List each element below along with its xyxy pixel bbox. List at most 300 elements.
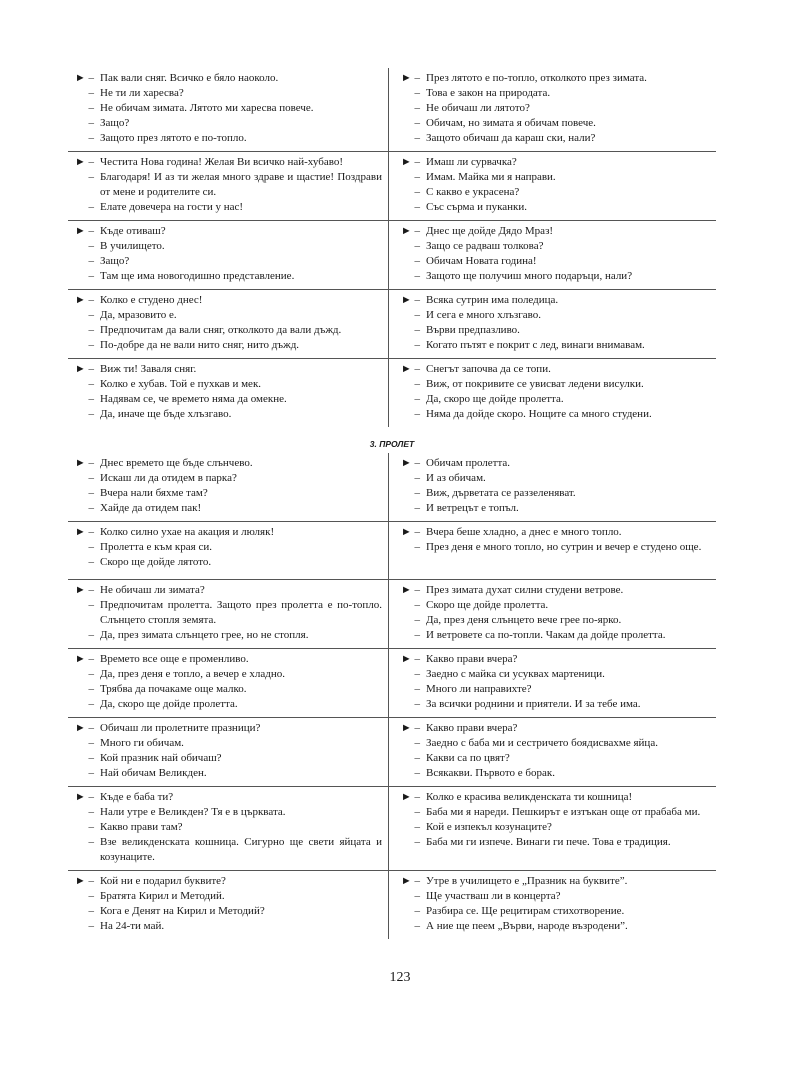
dialogue-start-marker: ► – <box>74 457 94 469</box>
dialogue-line <box>70 293 382 308</box>
dialogue-dash: – <box>414 890 420 902</box>
dialogue-line <box>396 407 712 422</box>
dialogue-start-marker: ► – <box>400 526 420 538</box>
dialogue-text: Вчера нали бяхме там? <box>100 487 208 499</box>
dialogue-line <box>70 835 382 865</box>
dialogue-dash: – <box>88 905 94 917</box>
dialogue-dash: – <box>88 240 94 252</box>
dialogue-cell <box>68 649 389 718</box>
dialogue-dash: – <box>414 668 420 680</box>
dialogue-dash: – <box>88 324 94 336</box>
dialogue-dash: – <box>88 309 94 321</box>
page-number: 123 <box>389 970 411 985</box>
dialogue-text: Имам. Майка ми я направи. <box>426 171 556 183</box>
dialogue-dash: – <box>414 102 420 114</box>
dialogue-text: Скоро ще дойде лятото. <box>100 556 212 568</box>
dialogue-dash: – <box>414 905 420 917</box>
dialogue-text: Обичам пролетта. <box>426 457 511 469</box>
dialogue-text: Обичам Новата година! <box>426 255 537 267</box>
dialogue-start-marker: ► – <box>74 653 94 665</box>
dialogue-dash: – <box>414 821 420 833</box>
dialogue-line <box>70 101 382 116</box>
dialogue-line <box>70 200 382 215</box>
dialogue-line <box>70 583 382 598</box>
dialogue-dash: – <box>88 767 94 779</box>
dialogue-dash: – <box>414 487 420 499</box>
dialogue-text: Виж, от покривите се увисват ледени висулки. <box>426 378 644 390</box>
dialogue-line <box>70 736 382 751</box>
section-title: 3. ПРОЛЕТ <box>369 439 415 449</box>
dialogue-start-marker: ► – <box>74 225 94 237</box>
dialogue-line <box>396 269 712 284</box>
dialogue-cell <box>389 453 716 522</box>
dialogue-start-marker: ► – <box>74 526 94 538</box>
dialogue-text: А ние ще пеем „Върви, народе възродени”. <box>426 920 628 932</box>
dialogue-text: Това е закон на природата. <box>426 87 551 99</box>
dialogue-line <box>70 471 382 486</box>
dialogue-dash: – <box>88 683 94 695</box>
dialogue-line <box>396 889 712 904</box>
dialogue-line <box>70 682 382 697</box>
dialogue-line <box>396 583 712 598</box>
dialogue-start-marker: ► – <box>400 72 420 84</box>
dialogue-dash: – <box>414 683 420 695</box>
dialogue-cell <box>68 871 389 939</box>
dialogue-dash: – <box>88 132 94 144</box>
dialogue-text: Вчера беше хладно, а днес е много топло. <box>426 526 622 538</box>
dialogue-line <box>396 170 712 185</box>
dialogue-dash: – <box>88 472 94 484</box>
dialogue-dash: – <box>88 806 94 818</box>
dialogue-line <box>70 131 382 146</box>
dialogue-line <box>70 540 382 555</box>
dialogue-dash: – <box>88 890 94 902</box>
dialogue-line <box>70 71 382 86</box>
dialogue-dash: – <box>414 541 420 553</box>
dialogue-cell <box>389 221 716 290</box>
dialogue-line <box>396 736 712 751</box>
dialogue-dash: – <box>88 171 94 183</box>
dialogue-text: Да, през деня е топло, а вечер е хладно. <box>100 668 286 680</box>
dialogue-line <box>396 116 712 131</box>
dialogue-text: Там ще има новогодишно представление. <box>100 270 295 282</box>
dialogue-line <box>396 820 712 835</box>
dialogue-text: Днес времето ще бъде слънчево. <box>100 457 253 469</box>
dialogue-text: Пролетта е към края си. <box>100 541 212 553</box>
dialogue-cell <box>68 68 389 152</box>
dialogue-text: Най обичам Великден. <box>100 767 207 779</box>
dialogue-text: Защото през лятото е по-топло. <box>100 132 247 144</box>
dialogue-dash: – <box>414 698 420 710</box>
dialogue-text: Заедно с майка си усуквах мартеници. <box>426 668 605 680</box>
dialogue-text: Много ги обичам. <box>100 737 184 749</box>
dialogue-cell <box>389 522 716 580</box>
dialogue-text: Кой е изпекъл козунаците? <box>426 821 552 833</box>
dialogue-dash: – <box>88 541 94 553</box>
dialogue-line <box>70 904 382 919</box>
dialogue-line <box>396 392 712 407</box>
dialogue-line <box>70 407 382 422</box>
dialogue-dash: – <box>88 668 94 680</box>
dialogue-text: В училището. <box>100 240 165 252</box>
dialogue-text: Защото обичаш да караш ски, нали? <box>426 132 596 144</box>
dialogue-dash: – <box>414 270 420 282</box>
dialogue-line <box>396 805 712 820</box>
dialogue-line <box>396 362 712 377</box>
dialogue-dash: – <box>88 556 94 568</box>
dialogue-dash: – <box>88 339 94 351</box>
dialogue-cell <box>389 580 716 649</box>
dialogue-dash: – <box>88 821 94 833</box>
dialogue-text: Не обичаш ли лятото? <box>426 102 530 114</box>
dialogue-start-marker: ► – <box>400 457 420 469</box>
dialogue-dash: – <box>88 378 94 390</box>
dialogue-line <box>396 835 712 850</box>
dialogue-line <box>70 889 382 904</box>
dialogue-text: Предпочитам да вали сняг, отколкото да вали дъжд. <box>100 324 342 336</box>
dialogue-line <box>396 721 712 736</box>
dialogue-text: Да, скоро ще дойде пролетта. <box>100 698 238 710</box>
dialogue-dash: – <box>414 201 420 213</box>
dialogue-text: По-добре да не вали нито сняг, нито дъжд. <box>100 339 300 351</box>
dialogue-line <box>70 486 382 501</box>
dialogue-cell <box>389 649 716 718</box>
dialogue-line <box>396 71 712 86</box>
dialogue-line <box>396 254 712 269</box>
dialogue-start-marker: ► – <box>400 653 420 665</box>
dialogue-line <box>396 919 712 934</box>
dialogue-text: Всяка сутрин има поледица. <box>426 294 559 306</box>
dialogue-dash: – <box>414 393 420 405</box>
dialogue-dash: – <box>414 186 420 198</box>
dialogue-text: Колко е студено днес! <box>100 294 203 306</box>
dialogue-line <box>70 919 382 934</box>
dialogue-line <box>396 308 712 323</box>
dialogue-line <box>70 392 382 407</box>
dialogue-dash: – <box>88 920 94 932</box>
dialogue-text: Обичам, но зимата я обичам повече. <box>426 117 596 129</box>
dialogue-line <box>396 790 712 805</box>
dialogue-line <box>396 377 712 392</box>
dialogue-dash: – <box>414 117 420 129</box>
dialogue-start-marker: ► – <box>400 722 420 734</box>
dialogue-text: Искаш ли да отидем в парка? <box>100 472 237 484</box>
content <box>68 68 716 939</box>
dialogue-text: Къде отиваш? <box>100 225 166 237</box>
dialogue-dash: – <box>88 629 94 641</box>
dialogue-dash: – <box>414 324 420 336</box>
dialogue-dash: – <box>414 629 420 641</box>
dialogue-dash: – <box>414 836 420 848</box>
dialogue-text: Виж, дърветата се раззеленяват. <box>426 487 576 499</box>
dialogue-line <box>70 239 382 254</box>
dialogue-line <box>396 682 712 697</box>
dialogue-line <box>70 269 382 284</box>
dialogue-text: Да, през деня слънцето вече грее по-ярко. <box>426 614 622 626</box>
dialogue-dash: – <box>414 502 420 514</box>
dialogue-line <box>70 86 382 101</box>
dialogue-line <box>396 86 712 101</box>
dialogue-start-marker: ► – <box>74 363 94 375</box>
dialogue-line <box>396 525 712 540</box>
dialogue-dash: – <box>88 270 94 282</box>
dialogue-cell <box>389 871 716 939</box>
dialogue-dash: – <box>88 737 94 749</box>
dialogue-text: Братята Кирил и Методий. <box>100 890 225 902</box>
dialogue-start-marker: ► – <box>74 722 94 734</box>
dialogue-dash: – <box>88 502 94 514</box>
dialogue-line <box>70 170 382 200</box>
dialogue-start-marker: ► – <box>74 875 94 887</box>
dialogue-text: Колко е красива великденската ти кошница! <box>426 791 633 803</box>
dialogue-text: През лятото е по-топло, отколкото през зимата. <box>426 72 647 84</box>
dialogue-text: През деня е много топло, но сутрин и вечер е студено още. <box>426 541 702 553</box>
dialogue-table-winter <box>68 68 716 427</box>
dialogue-dash: – <box>88 836 94 848</box>
dialogue-text: Разбира се. Ще рецитирам стихотворение. <box>426 905 625 917</box>
dialogue-text: Защо се радваш толкова? <box>426 240 544 252</box>
dialogue-dash: – <box>414 408 420 420</box>
dialogue-line <box>70 338 382 353</box>
dialogue-line <box>70 308 382 323</box>
dialogue-line <box>396 598 712 613</box>
dialogue-text: Какви са по цвят? <box>426 752 510 764</box>
dialogue-line <box>70 362 382 377</box>
dialogue-text: Заедно с баба ми и сестричето боядисвахме яйца. <box>426 737 658 749</box>
dialogue-dash: – <box>414 255 420 267</box>
dialogue-text: И ветровете са по-топли. Чакам да дойде пролетта. <box>426 629 666 641</box>
dialogue-dash: – <box>88 599 94 611</box>
dialogue-text: Да, иначе ще бъде хлъзгаво. <box>100 408 232 420</box>
dialogue-text: Виж ти! Заваля сняг. <box>100 363 197 375</box>
dialogue-cell <box>68 152 389 221</box>
dialogue-text: Да, мразовито е. <box>100 309 177 321</box>
dialogue-cell <box>68 290 389 359</box>
dialogue-line <box>70 652 382 667</box>
dialogue-line <box>396 697 712 712</box>
dialogue-text: Къде е баба ти? <box>100 791 174 803</box>
dialogue-cell <box>68 221 389 290</box>
dialogue-start-marker: ► – <box>400 294 420 306</box>
dialogue-line <box>396 155 712 170</box>
dialogue-dash: – <box>88 117 94 129</box>
dialogue-cell <box>389 152 716 221</box>
dialogue-dash: – <box>414 339 420 351</box>
dialogue-text: Трябва да почакаме още малко. <box>100 683 247 695</box>
dialogue-dash: – <box>414 614 420 626</box>
dialogue-text: Обичаш ли пролетните празници? <box>100 722 261 734</box>
dialogue-line <box>70 155 382 170</box>
dialogue-text: Какво прави там? <box>100 821 183 833</box>
dialogue-line <box>396 766 712 781</box>
dialogue-dash: – <box>414 378 420 390</box>
dialogue-dash: – <box>88 752 94 764</box>
dialogue-line <box>70 116 382 131</box>
dialogue-line <box>70 224 382 239</box>
dialogue-start-marker: ► – <box>74 72 94 84</box>
dialogue-line <box>70 323 382 338</box>
dialogue-start-marker: ► – <box>74 584 94 596</box>
dialogue-line <box>396 323 712 338</box>
dialogue-cell <box>68 787 389 871</box>
dialogue-text: Елате довечера на гости у нас! <box>100 201 244 213</box>
dialogue-line <box>396 224 712 239</box>
dialogue-dash: – <box>414 171 420 183</box>
dialogue-text: Колко е хубав. Той е пухкав и мек. <box>100 378 262 390</box>
dialogue-cell <box>68 359 389 427</box>
dialogue-start-marker: ► – <box>400 584 420 596</box>
dialogue-text: Какво прави вчера? <box>426 653 518 665</box>
dialogue-text: Надявам се, че времето няма да омекне. <box>100 393 287 405</box>
dialogue-line <box>396 540 712 555</box>
dialogue-text: Със сърма и пуканки. <box>426 201 528 213</box>
dialogue-line <box>396 239 712 254</box>
dialogue-dash: – <box>88 487 94 499</box>
dialogue-dash: – <box>414 132 420 144</box>
dialogue-dash: – <box>88 393 94 405</box>
dialogue-text: Защото ще получиш много подаръци, нали? <box>426 270 633 282</box>
dialogue-start-marker: ► – <box>400 225 420 237</box>
dialogue-line <box>70 667 382 682</box>
dialogue-line <box>396 613 712 628</box>
dialogue-start-marker: ► – <box>400 156 420 168</box>
dialogue-text: Кога е Денят на Кирил и Методий? <box>100 905 265 917</box>
dialogue-text: Защо? <box>100 117 130 129</box>
dialogue-line <box>396 200 712 215</box>
dialogue-start-marker: ► – <box>400 363 420 375</box>
dialogue-text: Колко силно ухае на акация и люляк! <box>100 526 275 538</box>
dialogue-text: Честита Нова година! Желая Ви всичко най-хубаво! <box>100 156 343 168</box>
dialogue-start-marker: ► – <box>400 791 420 803</box>
dialogue-line <box>70 805 382 820</box>
dialogue-cell <box>68 453 389 522</box>
dialogue-text: С какво е украсена? <box>426 186 520 198</box>
dialogue-text: Кой празник най обичаш? <box>100 752 222 764</box>
dialogue-text: Благодаря! И аз ти желая много здраве и щастие! Поздрави от мене и родителите си. <box>100 171 382 198</box>
dialogue-text: Днес ще дойде Дядо Мраз! <box>426 225 554 237</box>
dialogue-text: Много ли направихте? <box>426 683 532 695</box>
dialogue-text: Баба ми ги изпече. Винаги ги пече. Това е традиция. <box>426 836 671 848</box>
dialogue-cell <box>389 787 716 871</box>
dialogue-dash: – <box>414 309 420 321</box>
dialogue-text: Нали утре е Великден? Тя е в църквата. <box>100 806 286 818</box>
dialogue-line <box>70 254 382 269</box>
dialogue-dash: – <box>88 102 94 114</box>
dialogue-start-marker: ► – <box>74 156 94 168</box>
dialogue-line <box>396 338 712 353</box>
dialogue-text: Снегът започва да се топи. <box>426 363 551 375</box>
dialogue-text: Какво прави вчера? <box>426 722 518 734</box>
dialogue-line <box>396 501 712 516</box>
dialogue-text: Предпочитам пролетта. Защото през пролетта е по-топло. Слънцето стопля земята. <box>100 599 382 626</box>
dialogue-text: Времето все още е променливо. <box>100 653 249 665</box>
dialogue-dash: – <box>414 752 420 764</box>
dialogue-text: И сега е много хлъзгаво. <box>426 309 541 321</box>
dialogue-text: Да, през зимата слънцето грее, но не стопля. <box>100 629 309 641</box>
dialogue-text: Имаш ли сурвачка? <box>426 156 517 168</box>
dialogue-text: Върви предпазливо. <box>426 324 520 336</box>
dialogue-cell <box>68 718 389 787</box>
dialogue-cell <box>389 359 716 427</box>
dialogue-text: На 24-ти май. <box>100 920 165 932</box>
dialogue-text: Няма да дойде скоро. Нощите са много студени. <box>426 408 652 420</box>
dialogue-dash: – <box>414 87 420 99</box>
dialogue-text: Всякакви. Първото е борак. <box>426 767 555 779</box>
dialogue-start-marker: ► – <box>400 875 420 887</box>
dialogue-text: През зимата духат силни студени ветрове. <box>426 584 624 596</box>
dialogue-text: За всички роднини и приятели. И за тебе има. <box>426 698 641 710</box>
dialogue-line <box>396 874 712 889</box>
dialogue-dash: – <box>414 472 420 484</box>
dialogue-line <box>70 377 382 392</box>
dialogue-text: Когато пътят е покрит с лед, винаги внимавам. <box>426 339 645 351</box>
dialogue-text: Баба ми я нареди. Пешкирът е изтъкан още от прабаба ми. <box>426 806 701 818</box>
dialogue-line <box>70 874 382 889</box>
dialogue-dash: – <box>414 599 420 611</box>
dialogue-cell <box>68 580 389 649</box>
dialogue-dash: – <box>88 255 94 267</box>
dialogue-line <box>70 721 382 736</box>
dialogue-text: Не ти ли харесва? <box>100 87 184 99</box>
dialogue-dash: – <box>414 806 420 818</box>
dialogue-cell <box>68 522 389 580</box>
dialogue-cell <box>389 718 716 787</box>
dialogue-cell <box>389 68 716 152</box>
dialogue-dash: – <box>414 737 420 749</box>
dialogue-line <box>396 751 712 766</box>
dialogue-line <box>396 471 712 486</box>
dialogue-line <box>70 501 382 516</box>
dialogue-line <box>396 101 712 116</box>
dialogue-dash: – <box>414 920 420 932</box>
dialogue-line <box>70 525 382 540</box>
dialogue-line <box>396 904 712 919</box>
dialogue-dash: – <box>88 201 94 213</box>
dialogue-text: Не обичаш ли зимата? <box>100 584 205 596</box>
dialogue-text: Взе великденската кошница. Сигурно ще свети яйцата и козунаците. <box>100 836 382 863</box>
dialogue-line <box>70 555 382 570</box>
dialogue-text: Скоро ще дойде пролетта. <box>426 599 549 611</box>
dialogue-line <box>396 628 712 643</box>
dialogue-line <box>70 790 382 805</box>
dialogue-text: Утре в училището е „Празник на буквите”. <box>426 875 628 887</box>
dialogue-text: И ветрецът е топъл. <box>426 502 519 514</box>
dialogue-text: Хайде да отидем пак! <box>100 502 202 514</box>
dialogue-line <box>70 628 382 643</box>
dialogue-line <box>396 185 712 200</box>
dialogue-text: Ще участваш ли в концерта? <box>426 890 561 902</box>
dialogue-cell <box>389 290 716 359</box>
dialogue-dash: – <box>88 87 94 99</box>
dialogue-start-marker: ► – <box>74 294 94 306</box>
dialogue-text: Защо? <box>100 255 130 267</box>
dialogue-line <box>396 486 712 501</box>
dialogue-text: Кой ни е подарил буквите? <box>100 875 226 887</box>
dialogue-line <box>70 820 382 835</box>
dialogue-dash: – <box>414 240 420 252</box>
dialogue-line <box>70 456 382 471</box>
dialogue-line <box>396 667 712 682</box>
dialogue-text: И аз обичам. <box>426 472 486 484</box>
dialogue-table-spring <box>68 453 716 939</box>
dialogue-line <box>70 751 382 766</box>
dialogue-dash: – <box>88 408 94 420</box>
dialogue-text: Пак вали сняг. Всичко е бяло наоколо. <box>100 72 279 84</box>
dialogue-dash: – <box>88 698 94 710</box>
dialogue-line <box>70 598 382 628</box>
dialogue-line <box>396 456 712 471</box>
dialogue-line <box>70 697 382 712</box>
